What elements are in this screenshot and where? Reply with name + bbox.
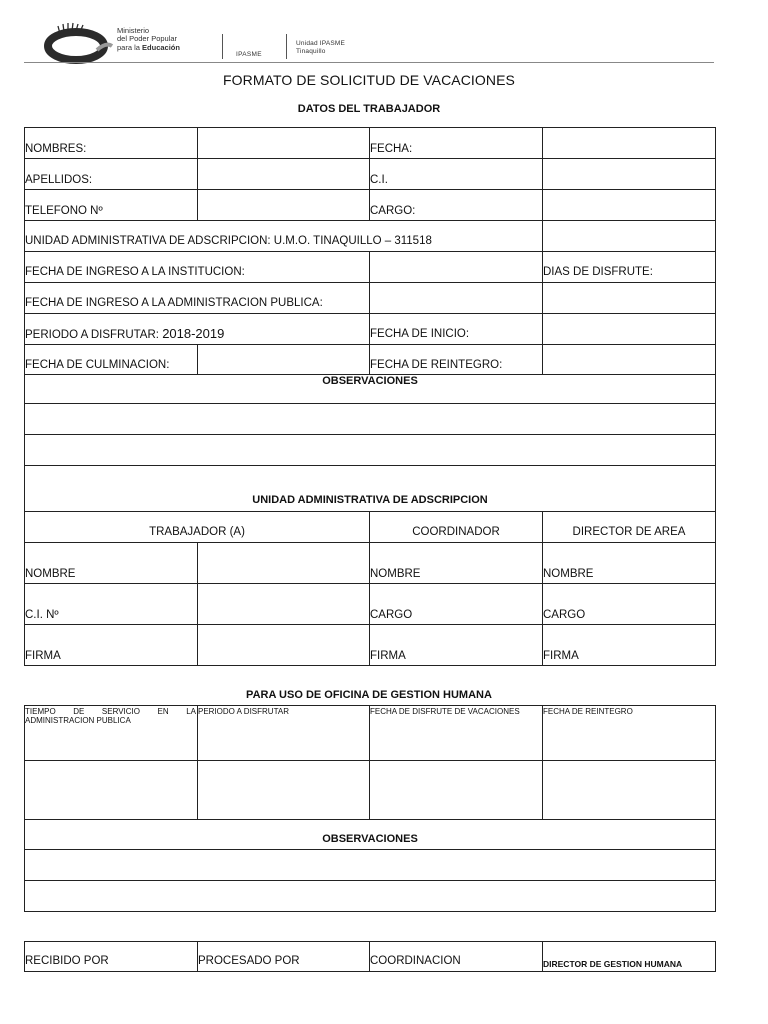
sig-director-nombre: NOMBRE	[543, 568, 594, 580]
input-fecha[interactable]	[543, 129, 714, 157]
label-nombres: NOMBRES:	[25, 143, 87, 155]
col-director-area: DIRECTOR DE AREA	[572, 526, 686, 538]
section-worker-title: DATOS DEL TRABAJADOR	[297, 103, 441, 115]
table-border	[24, 665, 716, 666]
table-border	[24, 941, 716, 942]
input-fecha-reintegro[interactable]	[543, 346, 714, 373]
input-fecha-culminacion[interactable]	[198, 346, 368, 373]
form-title: FORMATO DE SOLICITUD DE VACACIONES	[223, 72, 515, 88]
observaciones-line-2[interactable]	[25, 435, 715, 464]
label-fecha-culminacion: FECHA DE CULMINACION:	[25, 359, 170, 371]
sig-director-firma: FIRMA	[543, 650, 579, 662]
table-border	[24, 849, 716, 850]
ipasme-label: IPASME	[236, 51, 262, 58]
gestion-section-title: PARA USO DE OFICINA DE GESTION HUMANA	[246, 689, 492, 701]
label-fecha-ingreso-institucion: FECHA DE INGRESO A LA INSTITUCION:	[25, 266, 245, 278]
table-border	[24, 583, 716, 584]
sig-director-cargo: CARGO	[543, 609, 586, 621]
input-gestion-fecha-reintegro[interactable]	[543, 762, 714, 818]
label-fecha: FECHA:	[370, 143, 413, 155]
input-ci[interactable]	[543, 160, 714, 188]
table-border	[24, 760, 716, 761]
label-periodo	[25, 326, 224, 341]
footer-recibido: RECIBIDO POR	[25, 955, 109, 967]
input-telefono[interactable]	[198, 191, 368, 219]
input-fecha-disfrute[interactable]	[370, 762, 541, 818]
ministry-line-3-bold: Educación	[142, 42, 180, 52]
table-border	[24, 282, 716, 283]
input-fecha-inicio[interactable]	[543, 315, 714, 343]
col-periodo: PERIODO A DISFRUTAR	[198, 707, 289, 716]
ministry-line-3	[117, 44, 180, 52]
periodo-value: 2018-2019	[162, 326, 225, 341]
table-border	[24, 511, 716, 512]
input-periodo[interactable]	[198, 762, 368, 818]
label-periodo-text: PERIODO A DISFRUTAR:	[25, 329, 159, 341]
table-border	[24, 344, 716, 345]
unidad-line-2: Tinaquillo	[296, 47, 326, 55]
input-tiempo-servicio[interactable]	[25, 762, 196, 818]
label-cargo: CARGO:	[370, 205, 416, 217]
input-fecha-ingreso-admin[interactable]	[370, 284, 541, 312]
table-border	[715, 705, 716, 912]
unidad-label	[296, 40, 345, 55]
footer-director-gh: DIRECTOR DE GESTION HUMANA	[543, 959, 683, 969]
table-border	[715, 941, 716, 972]
input-trabajador-ci[interactable]	[198, 585, 368, 623]
label-apellidos: APELLIDOS:	[25, 174, 93, 186]
input-cargo[interactable]	[543, 191, 714, 219]
header-separator	[286, 34, 287, 59]
table-border	[24, 971, 716, 972]
table-border	[24, 880, 716, 881]
observaciones-title: OBSERVACIONES	[322, 375, 418, 387]
sig-trabajador-nombre: NOMBRE	[25, 568, 76, 580]
unidad-line-1: Unidad IPASME	[296, 40, 346, 47]
table-border	[24, 220, 716, 221]
footer-procesado: PROCESADO POR	[198, 955, 300, 967]
table-border	[24, 705, 716, 706]
gestion-observaciones-line-2[interactable]	[25, 882, 715, 910]
col-fecha-disfrute: FECHA DE DISFRUTE DE VACACIONES	[370, 707, 520, 716]
col-fecha-reintegro: FECHA DE REINTEGRO	[543, 707, 633, 716]
header-rule	[24, 62, 714, 63]
sig-trabajador-ci: C.I. Nº	[25, 609, 59, 621]
input-apellidos[interactable]	[198, 160, 368, 188]
unidad-section-title: UNIDAD ADMINISTRATIVA DE ADSCRIPCION	[252, 494, 488, 506]
ministry-line-2: del Poder Popular	[117, 34, 178, 44]
table-border	[715, 127, 716, 666]
label-fecha-reintegro: FECHA DE REINTEGRO:	[370, 359, 503, 371]
table-border	[24, 624, 716, 625]
table-border	[24, 251, 716, 252]
label-ci: C.I.	[370, 174, 388, 186]
ministry-line-1: Ministerio	[117, 26, 150, 35]
table-border	[24, 127, 716, 128]
gestion-observaciones-line-1[interactable]	[25, 851, 715, 879]
label-fecha-ingreso-admin: FECHA DE INGRESO A LA ADMINISTRACION PUBLICA:	[25, 297, 323, 309]
col-tiempo-servicio: TIEMPO DE SERVICIO EN LA ADMINISTRACION PUBLICA	[25, 707, 196, 725]
table-border	[24, 911, 716, 912]
ministry-logo	[42, 22, 114, 64]
ministry-line-3-prefix: para la	[117, 42, 140, 52]
label-telefono: TELEFONO Nº	[25, 205, 103, 217]
table-border	[24, 313, 716, 314]
header-separator	[222, 34, 223, 59]
table-border	[24, 465, 716, 466]
table-border	[24, 158, 716, 159]
table-border	[24, 189, 716, 190]
input-trabajador-nombre[interactable]	[198, 544, 368, 582]
gestion-observaciones-title: OBSERVACIONES	[322, 833, 418, 845]
input-unidad-extra[interactable]	[543, 222, 714, 250]
sig-coordinador-nombre: NOMBRE	[370, 568, 421, 580]
table-border	[24, 542, 716, 543]
input-dias-disfrute[interactable]	[543, 284, 714, 312]
input-fecha-ingreso-institucion[interactable]	[370, 253, 541, 281]
observaciones-line-1[interactable]	[25, 404, 715, 433]
sig-trabajador-firma: FIRMA	[25, 650, 61, 662]
table-border	[24, 819, 716, 820]
footer-coordinacion: COORDINACION	[370, 955, 461, 967]
label-unidad-administrativa: UNIDAD ADMINISTRATIVA DE ADSCRIPCION: U.M.O. TINAQUILLO – 311518	[25, 235, 432, 247]
input-trabajador-firma[interactable]	[198, 626, 368, 664]
label-dias-disfrute: DIAS DE DISFRUTE:	[543, 266, 653, 278]
ministry-name	[117, 27, 180, 52]
sig-coordinador-firma: FIRMA	[370, 650, 406, 662]
label-fecha-inicio: FECHA DE INICIO:	[370, 328, 470, 340]
col-coordinador: COORDINADOR	[412, 526, 500, 538]
input-nombres[interactable]	[198, 129, 368, 157]
col-trabajador: TRABAJADOR (A)	[149, 526, 245, 538]
sig-coordinador-cargo: CARGO	[370, 609, 413, 621]
